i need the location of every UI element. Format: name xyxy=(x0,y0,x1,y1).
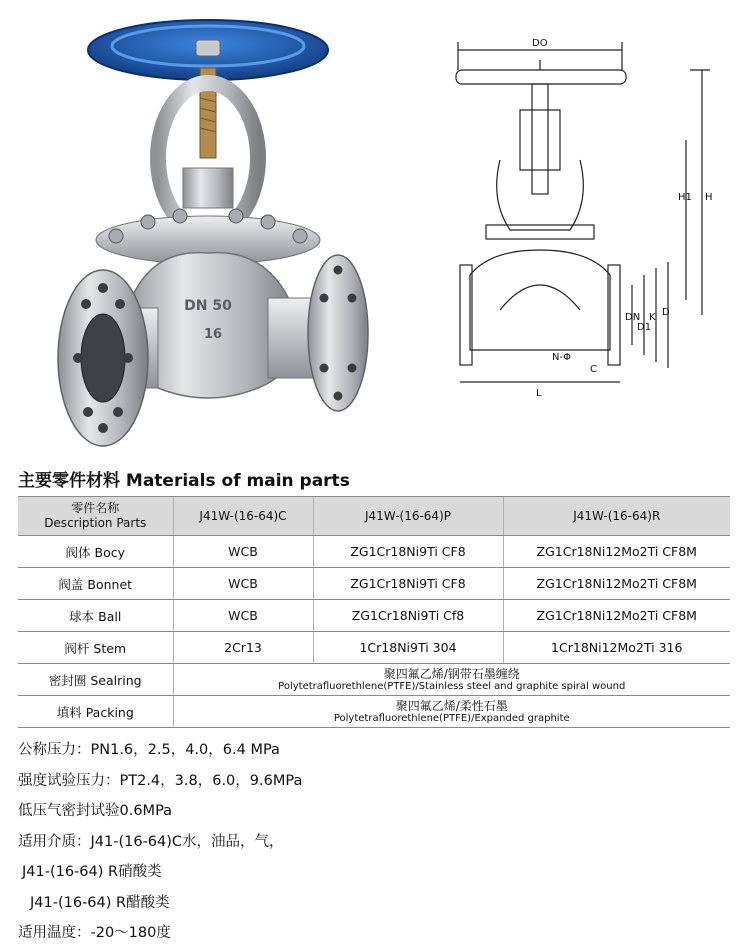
header-name-cn: 零件名称 xyxy=(71,501,120,515)
cross-section-drawing xyxy=(440,10,740,399)
material-cell: WCB xyxy=(173,536,313,568)
table-row xyxy=(18,632,730,664)
header-description xyxy=(18,497,173,536)
dim-label: H1 xyxy=(678,192,692,203)
body-marking-2: 16 xyxy=(203,327,223,342)
part-name: 阀体 Bocy xyxy=(18,536,173,568)
spec-list xyxy=(18,735,718,949)
material-cell: ZG1Cr18Ni9Ti Cf8 xyxy=(313,600,503,632)
material-cell: ZG1Cr18Ni9Ti CF8 xyxy=(313,568,503,600)
table-row xyxy=(18,568,730,600)
dim-label: L xyxy=(536,388,542,399)
dim-label: K xyxy=(649,312,656,323)
body-marking: DN 50 xyxy=(184,298,232,314)
material-en: Polytetrafluorethlene(PTFE)/Expanded graphite xyxy=(333,712,570,724)
dim-label: H xyxy=(705,192,713,203)
material-cn: 聚四氟乙烯/钢带石墨缠绕 xyxy=(383,666,520,681)
header-col: J41W-(16-64)R xyxy=(503,497,730,536)
dim-label: D1 xyxy=(637,322,652,333)
dim-label: C xyxy=(590,364,597,375)
material-cell: ZG1Cr18Ni12Mo2Ti CF8M xyxy=(503,600,730,632)
table-row xyxy=(18,600,730,632)
valve-technical-drawing xyxy=(440,10,740,399)
table-header-row xyxy=(18,497,730,536)
material-cn: 聚四氟乙烯/柔性石墨 xyxy=(395,698,508,713)
spec-temperature: 适用温度：-20～180度 xyxy=(18,925,171,941)
spec-media-r2: J41-(16-64) R醋酸类 xyxy=(30,894,170,911)
dim-label: N-Φ xyxy=(552,352,571,363)
material-cell: ZG1Cr18Ni9Ti CF8 xyxy=(313,536,503,568)
part-name: 填料 Packing xyxy=(18,696,173,728)
material-cell: 1Cr18Ni12Mo2Ti 316 xyxy=(503,632,730,664)
dim-label: DN xyxy=(625,312,641,323)
header-col: J41W-(16-64)P xyxy=(313,497,503,536)
part-name: 密封圈 Sealring xyxy=(18,664,173,696)
spec-test-pressure: 强度试验压力：PT2.4，3.8，6.0，9.6MPa xyxy=(18,772,303,789)
header-name-en: Description Parts xyxy=(44,516,147,530)
spec-nominal-pressure: 公称压力：PN1.6，2.5，4.0，6.4 MPa xyxy=(18,742,280,758)
material-cell: 1Cr18Ni9Ti 304 xyxy=(313,632,503,664)
globe-valve-image xyxy=(8,8,428,448)
spec-seal-test: 低压气密封试验0.6MPa xyxy=(18,803,173,819)
part-name: 阀盖 Bonnet xyxy=(18,568,173,600)
material-cell: WCB xyxy=(173,568,313,600)
spec-media: 适用介质：J41-(16-64)C水，油品，气， xyxy=(18,833,284,850)
material-cell: 2Cr13 xyxy=(173,632,313,664)
header-col: J41W-(16-64)C xyxy=(173,497,313,536)
material-en: Polytetrafluorethlene(PTFE)/Stainless steel and graphite spiral wound xyxy=(278,680,626,692)
dim-label: DO xyxy=(532,38,548,49)
material-cell: ZG1Cr18Ni12Mo2Ti CF8M xyxy=(503,568,730,600)
materials-table xyxy=(18,496,730,728)
merged-material-cell xyxy=(173,696,730,728)
dim-label: D xyxy=(662,307,670,318)
valve-photo xyxy=(8,8,428,448)
materials-heading: 主要零件材料 Materials of main parts xyxy=(18,471,350,491)
table-row xyxy=(18,696,730,728)
table-row xyxy=(18,664,730,696)
spec-media-r1: J41-(16-64) R硝酸类 xyxy=(22,864,162,880)
material-cell: WCB xyxy=(173,600,313,632)
part-name: 阀杆 Stem xyxy=(18,632,173,664)
part-name: 球本 Ball xyxy=(18,600,173,632)
material-cell: ZG1Cr18Ni12Mo2Ti CF8M xyxy=(503,536,730,568)
merged-material-cell xyxy=(173,664,730,696)
table-row xyxy=(18,536,730,568)
